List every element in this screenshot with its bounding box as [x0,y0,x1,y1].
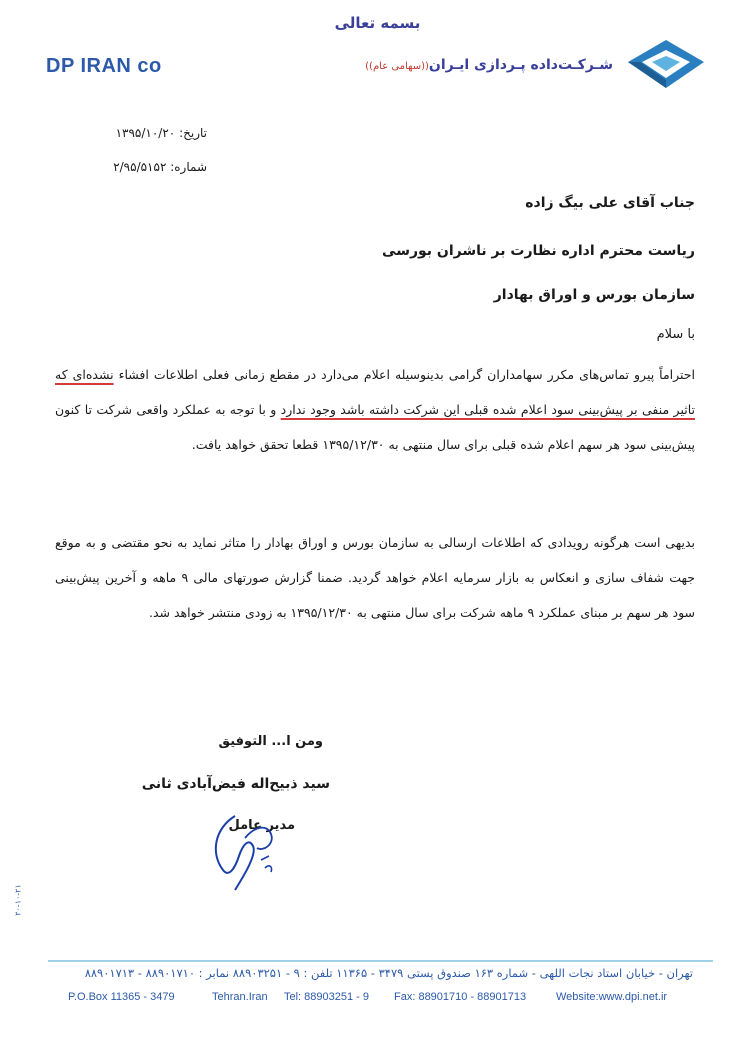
footer-city: Tehran.Iran [212,991,268,1003]
body-paragraph-2: بدیهی است هرگونه رویدادی که اطلاعات ارسالی به سازمان بورس و اوراق بهادار را متاثر نماید به نحو مقتضی و به موقع جهت شفاف سازی و انعکاس به بازار سرمایه اعلام خواهد گردید. ضمنا گزارش صورتهای مالی ۹ ماهه و آخرین پیش‌بینی سود هر سهم بر مبنای عملکرد ۹ ماهه شرکت برای سال منتهی به ۱۳۹۵/۱۲/۳۰ به زودی منتشر خواهد شد. [55,535,695,620]
vertical-date-stamp [8,870,28,930]
letter-number [113,160,207,174]
para1-text-end: و با توجه به عملکرد واقعی شرکت تا کنون پیش‌بینی سود هر سهم اعلام شده قبلی برای سال منتهی به ۱۳۹۵/۱۲/۳۰ قطعا تحقق خواهد یافت. [55,402,695,452]
para1-underlined-text: نشده‌ای که تاثیر منفی بر پیش‌بینی سود اعلام شده قبلی این شرکت داشته باشد وجود ندارد [55,367,695,417]
addressee-organization: سازمان بورس و اوراق بهادار [493,287,695,303]
date-value: ۱۳۹۵/۱۰/۲۰ [115,126,176,140]
number-value: ۲/۹۵/۵۱۵۲ [113,160,167,174]
footer-tel: Tel: 88903251 - 9 [284,991,370,1003]
brand-name-persian [365,57,613,73]
greeting: با سلام [656,327,695,342]
footer-address-persian: تهران - خیابان استاد نجات اللهی - شماره ۱۶۳ صندوق پستی ۳۴۷۹ - ۱۱۳۶۵ تلفن : ۹ - ۸۸۹۰۳۲۵۱ نمابر : ۸۸۹۰۱۷۱۰ - ۸۸۹۰۱۷۱۳ [84,966,693,980]
addressee-name: جناب آقای علی بیگ زاده [525,195,695,211]
closing-phrase: ومن ا... التوفیق [218,734,323,749]
para1-text-start: احتراماً پیرو تماس‌های مکرر سهامداران گرامی بدینوسیله اعلام می‌دارد در مقطع زمانی فعلی اطلاعات افشاء [113,367,696,382]
footer-divider [48,960,713,962]
footer-pobox: P.O.Box 11365 - 3479 [68,991,175,1003]
date-label: تاریخ: [179,126,207,140]
stamp-text: ۲۰-۱۰-۲۱ [13,884,23,916]
footer-fax: Fax: 88901710 - 88901713 [394,991,527,1003]
signer-title: مدیر عامل [228,818,295,833]
signer-name: سید ذبیح‌اله فیض‌آبادی ثانی [141,776,330,792]
body-paragraph-1 [55,357,695,462]
number-label: شماره: [170,160,207,174]
bismillah-heading: بسمه تعالی [334,14,421,32]
handwritten-signature-icon [205,808,295,898]
company-logo-icon [626,38,706,90]
addressee-position: ریاست محترم اداره نظارت بر ناشران بورسی [382,243,695,259]
brand-name-persian-text: شـرکـت‌داده پـردازی ایـران [428,57,613,73]
brand-name-persian-suffix: ((سهامی عام)) [365,61,429,72]
brand-name-english: DP IRAN co [46,55,162,77]
letter-date [116,126,207,140]
footer-website: Website:www.dpi.net.ir [556,991,668,1003]
